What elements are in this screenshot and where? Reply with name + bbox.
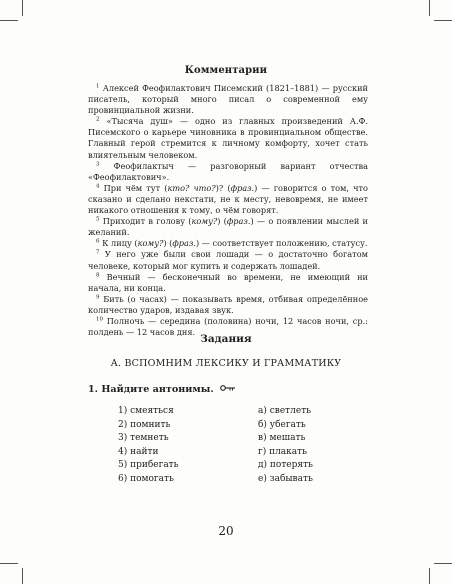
list-item: б) убегать [258,419,306,430]
note-7: $^7$ У него уже были свои лошади — о достаточно богатом человеке, который мог купить и содержать лошадей. [88,249,368,271]
tasks-heading: Задания [200,333,252,345]
list-item: д) потерять [258,460,313,470]
note-3: $^3$ Феофилактыч — разговорный вариант отчества «Феофилактович». [88,160,368,182]
note-2: $^2$ «Тысяча душ» — одно из главных произведений А.Ф. Писемского о карьере чиновника в провинциальном обществе. Главный герой стремится к личному комфорту, хочет стать влиятельным человеком. [88,116,368,160]
note-1: $^1$ Алексей Феофилактович Писемский (1821–1881) — русский писатель, который много писал о современной ему провинциальной жизни. [88,83,368,116]
note-8: $^8$ Вечный — бесконечный во времени, не имеющий ни начала, ни конца. [88,271,369,293]
task-label: 1. Найдите антонимы. [88,384,214,395]
list-item: 1) смеяться [118,406,174,416]
list-item: 6) помогать [118,473,174,484]
key-icon [220,384,236,395]
comments-notes [88,83,368,338]
list-item: 2) помнить [118,419,171,430]
note-9: $^9$ Бить (о часах) — показывать время, отбивая определённое количество ударов, издавая звук. [88,293,368,315]
comments-heading: Комментарии [184,65,268,76]
note-10: $^{10}$ Полночь — середина (половина) ночи, 12 часов ночи, ср.: полдень — 12 часов дня. [88,315,368,338]
task-1-heading [88,384,236,395]
words-column-right [258,405,408,486]
section-heading: А. ВСПОМНИМ ЛЕКСИКУ И ГРАММАТИКУ [110,358,342,369]
words-column-left [118,405,268,486]
list-item: 3) темнеть [118,433,169,443]
list-item: 4) найти [118,446,159,457]
list-item: г) плакать [258,446,308,457]
note-6: $^6$ К лицу (кому?) (фраз.) — соответствует положению, статусу. [96,238,368,249]
note-5: $^5$ Приходит в голову (кому?) (фраз.) — о появлении мыслей и желаний. [88,216,368,238]
page-number: 20 [218,524,234,538]
list-item: в) мешать [258,433,306,443]
list-item: е) забывать [258,473,313,484]
note-4: $^4$ При чём тут (кто? что?)? (фраз.) — говорится о том, что сказано и сделано некстати, не к месту, невовремя, не имеет никакого отношения к тому, о чём говорят. [88,182,368,216]
list-item: 5) прибегать [118,460,179,470]
list-item: а) светлеть [258,406,312,416]
